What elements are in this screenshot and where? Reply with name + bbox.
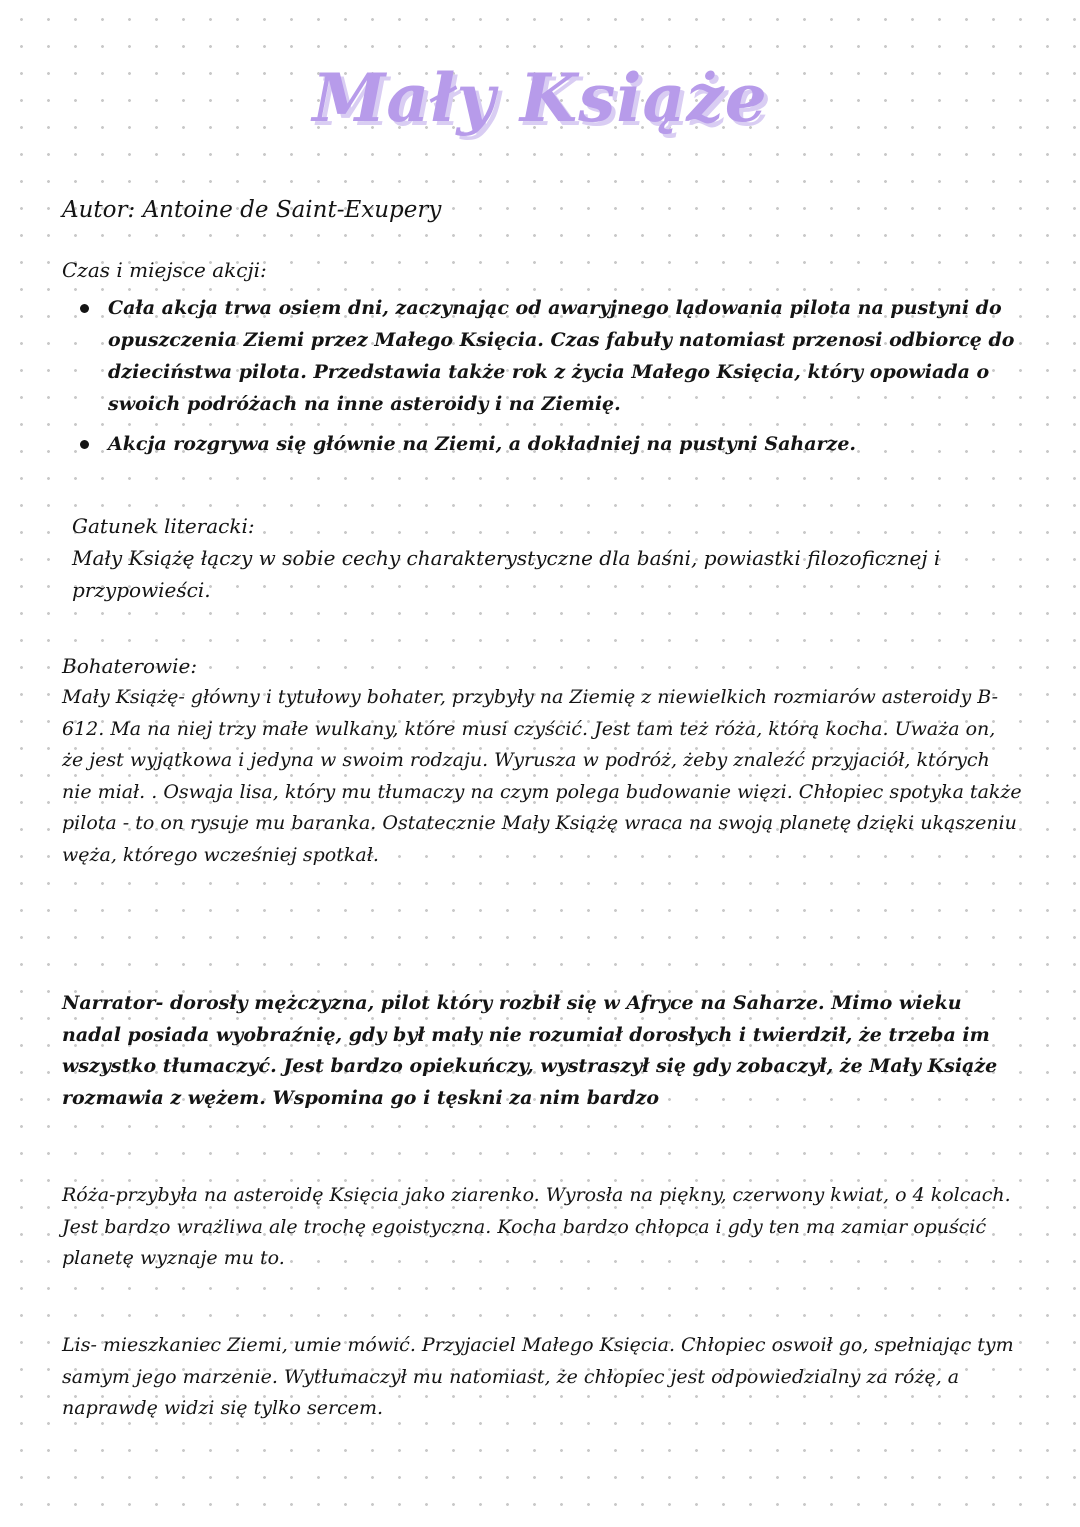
section-heading-genre: Gatunek literacki: <box>72 514 255 538</box>
character-little-prince: Mały Książę- główny i tytułowy bohater, przybyły na Ziemię z niewielkich rozmiarów asteroidy B-612. Ma na niej trzy małe wulkany, które musi czyścić. Jest tam też róża, którą kocha. Uważa on, że jest wyjątkowa i jedyna w swoim rodzaju. Wyrusza w podróż, żeby znaleźć przyjaciół, których nie miał. . Oswaja lisa, który mu tłumaczy na czym polega budowanie więzi. Chłopiec spotyka także pilota - to on rysuje mu baranka. Ostatecznie Mały Książę wraca na swoją planetę dzięki ukąszeniu węża, którego wcześniej spotkał. <box>62 686 1022 866</box>
section-time-place <box>62 254 1042 460</box>
section-rose <box>62 1180 1042 1275</box>
section-characters <box>62 650 1022 871</box>
page-title: Mały Książe <box>312 59 768 137</box>
section-genre <box>72 510 1032 606</box>
bullet-item: Cała akcja trwa osiem dni, zaczynając od awaryjnego lądowania pilota na pustyni do opuszczenia Ziemi przez Małego Księcia. Czas fabuły natomiast przenosi odbiorcę do dzieciństwa pilota. Przedstawia także rok z życia Małego Księcia, który opowiada o swoich podróżach na inne asteroidy i na Ziemię. <box>62 292 1042 420</box>
author-line: Autor: Antoine de Saint-Exupery <box>62 197 442 223</box>
bullet-item: Akcja rozgrywa się głównie na Ziemi, a dokładniej na pustyni Saharze. <box>62 428 1042 460</box>
section-narrator <box>62 988 1022 1114</box>
character-fox: Lis- mieszkaniec Ziemi, umie mówić. Przyjaciel Małego Księcia. Chłopiec oswoił go, spełniając tym samym jego marzenie. Wytłumaczył mu natomiast, że chłopiec jest odpowiedzialny za różę, a naprawdę widzi się tylko sercem. <box>62 1334 1014 1419</box>
section-fox <box>62 1330 1022 1425</box>
character-narrator: Narrator- dorosły mężczyzna, pilot który rozbił się w Afryce na Saharze. Mimo wieku nadal posiada wyobraźnię, gdy był mały nie rozumiał dorosłych i twierdził, że trzeba im wszystko tłumaczyć. Jest bardzo opiekuńczy, wystraszył się gdy zobaczył, że Mały Książe rozmawia z wężem. Wspomina go i tęskni za nim bardzo <box>62 992 998 1109</box>
section-heading-characters: Bohaterowie: <box>62 654 198 678</box>
section-heading-time-place: Czas i miejsce akcji: <box>62 258 267 282</box>
character-rose: Róża-przybyła na asteroidę Księcia jako ziarenko. Wyrosła na piękny, czerwony kwiat, o 4 kolcach. Jest bardzo wrażliwa ale trochę egoistyczna. Kocha bardzo chłopca i gdy ten ma zamiar opuścić planetę wyznaje mu to. <box>62 1184 1011 1269</box>
genre-text: Mały Książę łączy w sobie cechy charakterystyczne dla baśni, powiastki filozoficznej i przypowieści. <box>72 546 941 602</box>
bullet-list <box>62 292 1042 460</box>
